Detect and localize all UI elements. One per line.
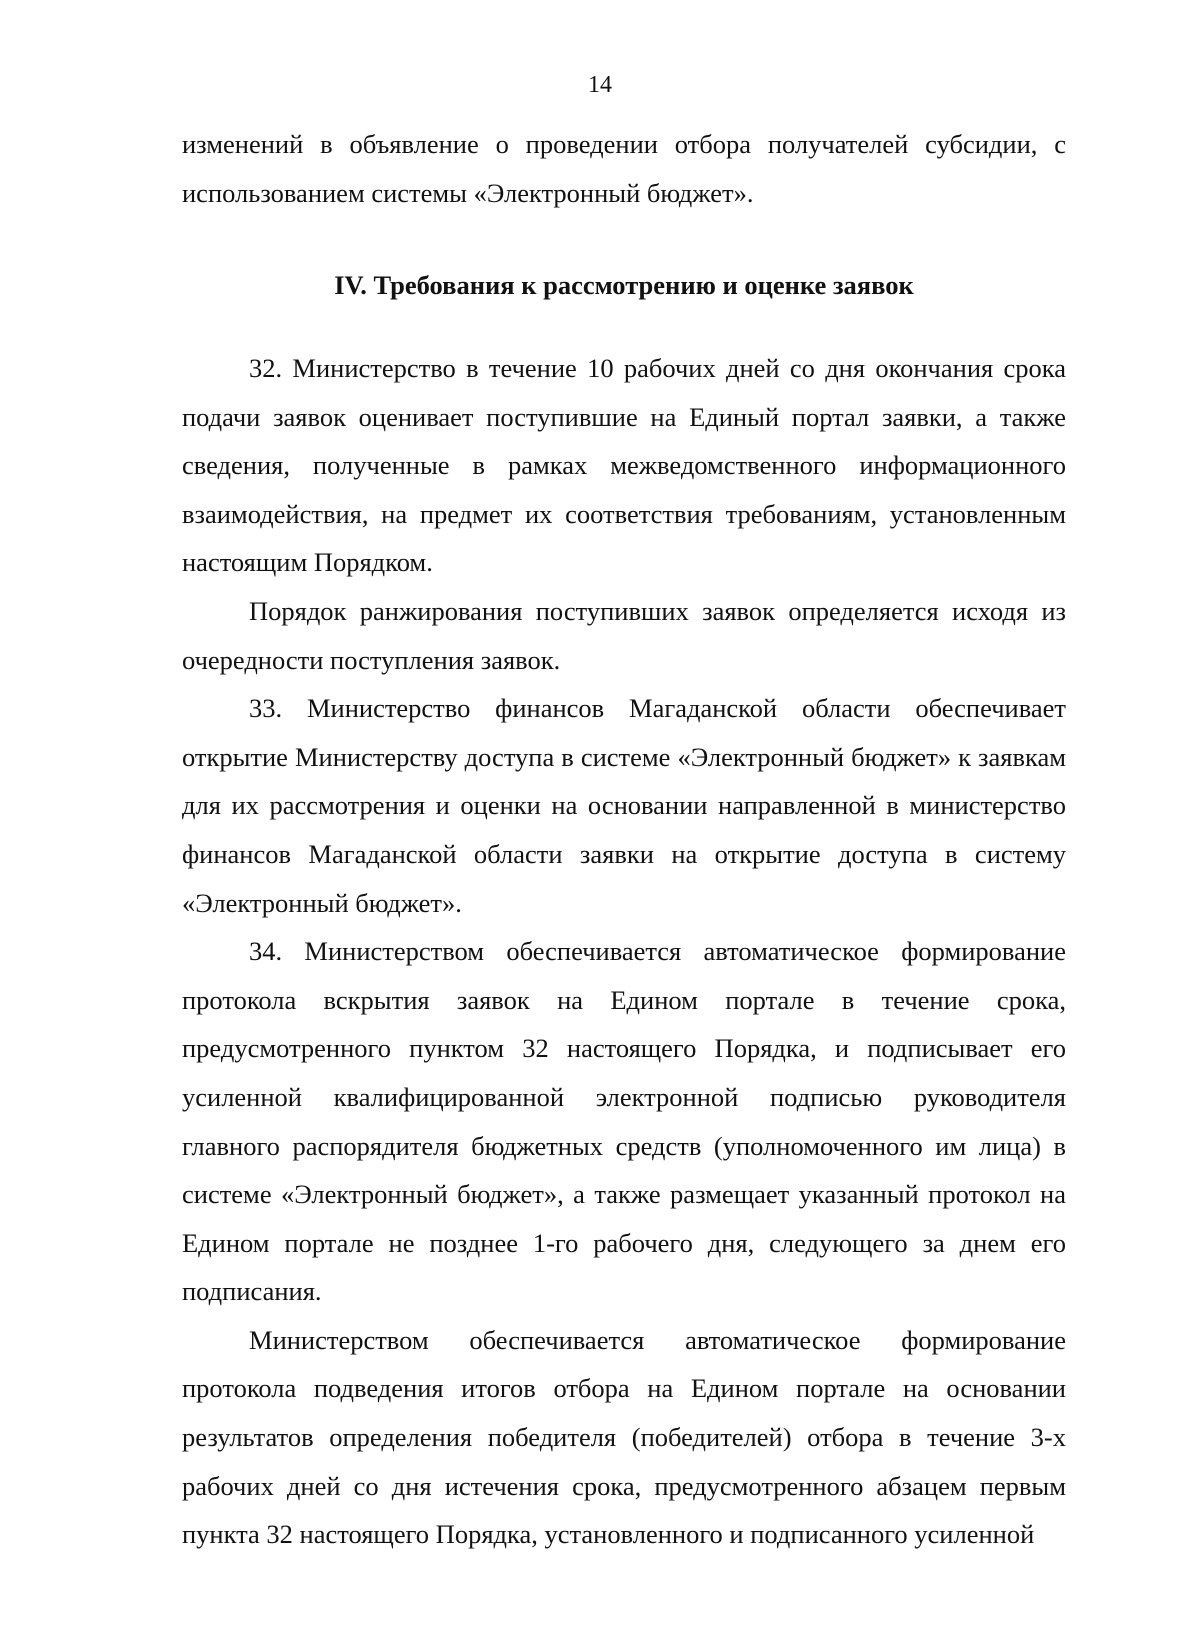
intro-paragraph-container xyxy=(182,120,1066,217)
paragraph-ranking: Порядок ранжирования поступивших заявок определяется исходя из очередности поступления заявок. xyxy=(182,595,1066,675)
section-heading: IV. Требования к рассмотрению и оценке заявок xyxy=(334,270,914,300)
section-body xyxy=(182,344,1066,1559)
paragraph-32: 32. Министерство в течение 10 рабочих дней со дня окончания срока подачи заявок оценивает поступившие на Единый портал заявки, а также сведения, полученные в рамках межведомственного информационного взаимодействия, на предмет их соответствия требованиям, установленным настоящим Порядком. xyxy=(182,353,1066,578)
page-number: 14 xyxy=(588,72,612,98)
paragraph-results-protocol: Министерством обеспечивается автоматическое формирование протокола подведения итогов отбора на Едином портале на основании результатов определения победителя (победителей) отбора в течение 3-х рабочих дней со дня истечения срока, предусмотренного абзацем первым пункта 32 настоящего Порядка, установленного и подписанного усиленной xyxy=(182,1324,1066,1550)
paragraph-34: 34. Министерством обеспечивается автоматическое формирование протокола вскрытия заявок на Едином портале в течение срока, предусмотренного пунктом 32 настоящего Порядка, и подписывает его усиленной квалифицированной электронной подписью руководителя главного распорядителя бюджетных средств (уполномоченного им лица) в системе «Электронный бюджет», а также размещает указанный протокол на Едином портале не позднее 1-го рабочего дня, следующего за днем его подписания. xyxy=(182,936,1066,1307)
paragraph-33: 33. Министерство финансов Магаданской области обеспечивает открытие Министерству доступа в системе «Электронный бюджет» к заявкам для их рассмотрения и оценки на основании направленной в министерство финансов Магаданской области заявки на открытие доступа в систему «Электронный бюджет». xyxy=(182,693,1066,918)
intro-paragraph: изменений в объявление о проведении отбора получателей субсидии, с использованием системы «Электронный бюджет». xyxy=(182,129,1066,208)
